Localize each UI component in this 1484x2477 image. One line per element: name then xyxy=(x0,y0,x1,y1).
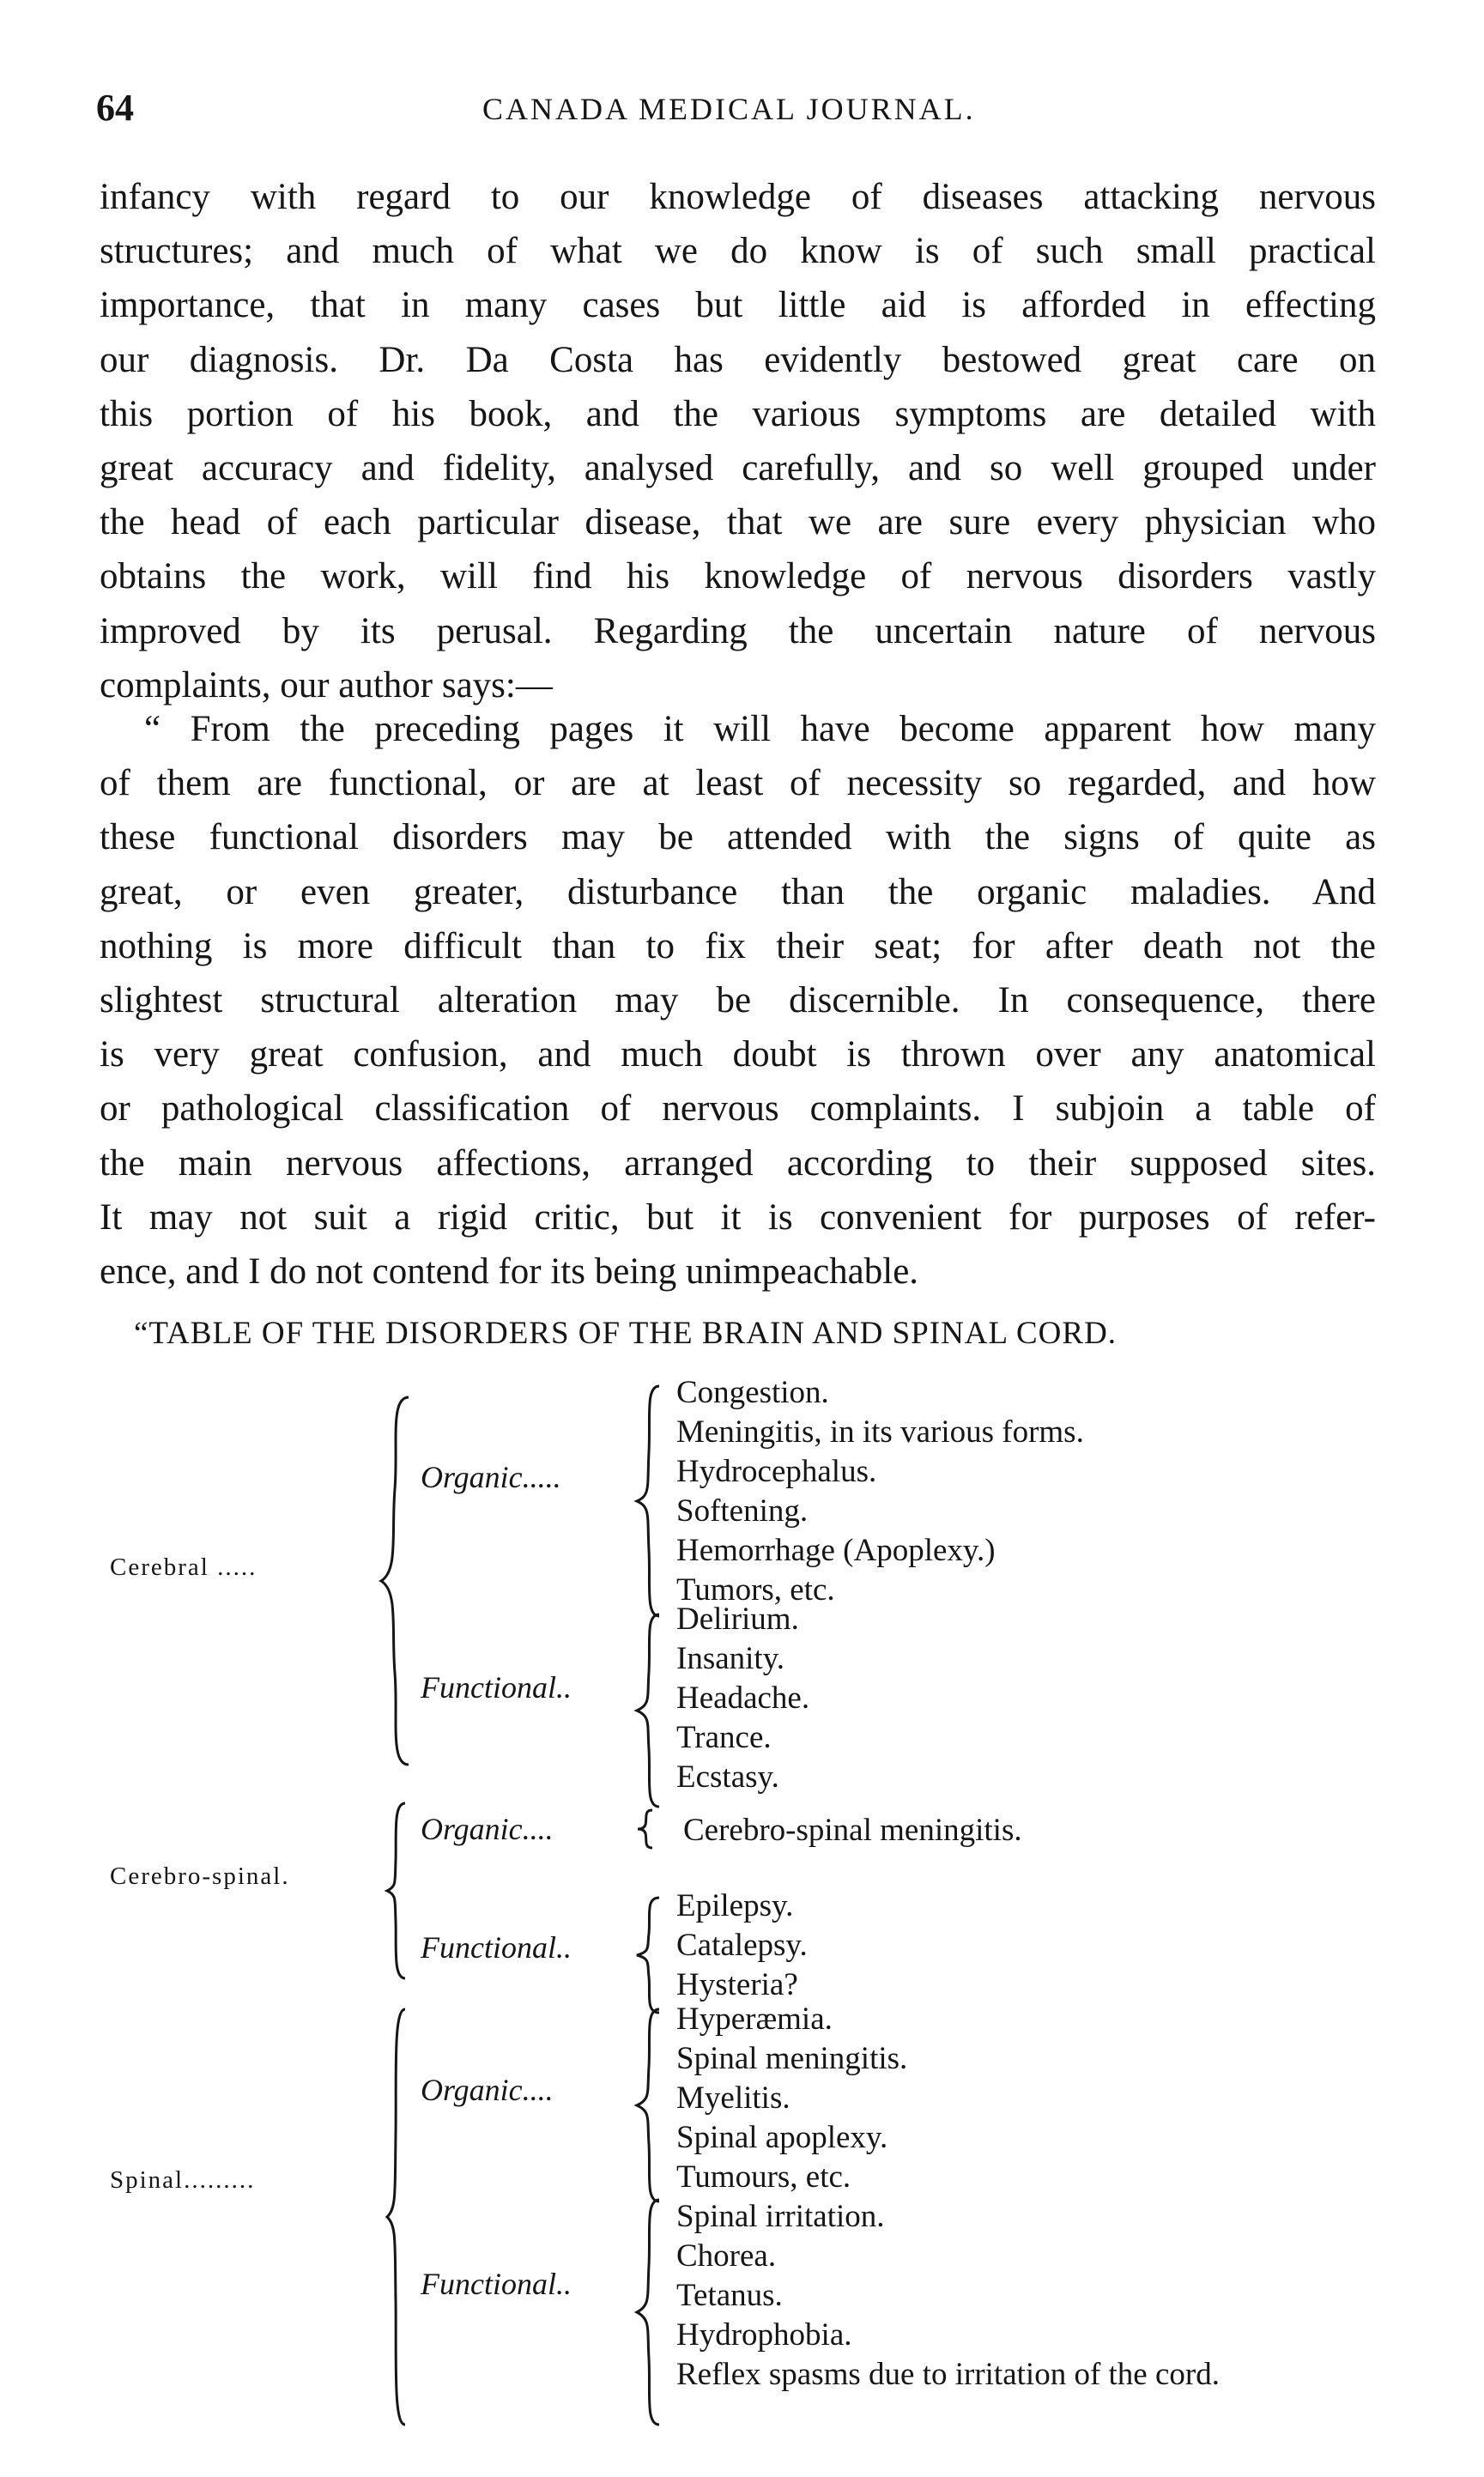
sub-label-organic: Organic..... xyxy=(421,1460,561,1494)
list-item: Hyperæmia. xyxy=(676,2002,833,2037)
list-item: Delirium. xyxy=(676,1602,799,1637)
paragraph-2-quote xyxy=(100,702,1376,1299)
text-line: nothing is more difficult than to fix their seat; for after death not the xyxy=(100,925,1376,966)
page-header xyxy=(96,86,1384,137)
text-line: great accuracy and fidelity, analysed carefully, and so well grouped under xyxy=(100,448,1376,489)
text-line: the main nervous affections, arranged according to their supposed sites. xyxy=(100,1142,1376,1184)
list-item: Catalepsy. xyxy=(676,1928,808,1963)
brace-cerebral-organic xyxy=(633,1384,664,1620)
text-line: this portion of his book, and the various symptoms are detailed with xyxy=(100,393,1376,434)
list-item: Spinal irritation. xyxy=(676,2199,885,2234)
list-item: Tetanus. xyxy=(676,2278,783,2313)
sub-label-functional: Functional.. xyxy=(421,1930,572,1965)
list-cerebral-organic xyxy=(676,1373,1084,1610)
text-line: improved by its perusal. Regarding the uncertain nature of nervous xyxy=(100,610,1376,651)
text-line: our diagnosis. Dr. Da Costa has evidently bestowed great care on xyxy=(100,339,1376,380)
text-line: slightest structural alteration may be discernible. In consequence, there xyxy=(100,980,1376,1021)
sub-label-functional: Functional.. xyxy=(421,1670,572,1705)
text-line: is very great confusion, and much doubt is thrown over any anatomical xyxy=(100,1034,1376,1075)
list-item: Trance. xyxy=(676,1720,772,1755)
list-item: Insanity. xyxy=(676,1641,785,1676)
group-label-cerebral: Cerebral ..... xyxy=(110,1553,257,1581)
text-line: structures; and much of what we do know is of such small practical xyxy=(100,231,1376,272)
text-line: infancy with regard to our knowledge of diseases attacking nervous xyxy=(100,177,1376,217)
text-line: great, or even greater, disturbance than the organic maladies. And xyxy=(100,871,1376,912)
text-line: these functional disorders may be attended with the signs of quite as xyxy=(100,817,1376,858)
brace-spinal-organic xyxy=(633,2007,664,2204)
list-item: Hydrophobia. xyxy=(676,2317,852,2353)
text-line: or pathological classification of nervous complaints. I subjoin a table of xyxy=(100,1088,1376,1129)
list-cerebro-spinal-organic xyxy=(683,1811,1022,1850)
list-item: Meningitis, in its various forms. xyxy=(676,1414,1084,1450)
brace-cerebral-functional xyxy=(633,1612,664,1809)
list-item: Softening. xyxy=(676,1493,809,1529)
text-line: “ From the preceding pages it will have become apparent how many xyxy=(144,709,1376,749)
page-number: 64 xyxy=(96,87,134,129)
list-item: Hemorrhage (Apoplexy.) xyxy=(676,1533,996,1568)
list-item: Tumors, etc. xyxy=(676,1572,835,1608)
brace-cerebro-spinal-functional xyxy=(633,1895,664,2015)
list-spinal-functional xyxy=(676,2197,1220,2395)
text-line: the head of each particular disease, that we are sure every physician who xyxy=(100,502,1376,543)
list-item: Congestion. xyxy=(676,1375,829,1410)
paragraph-1 xyxy=(100,170,1376,712)
table-title: “TABLE OF THE DISORDERS OF THE BRAIN AND SPINAL CORD. xyxy=(134,1316,1118,1351)
brace-cerebro-spinal xyxy=(385,1801,410,1981)
sub-label-functional: Functional.. xyxy=(421,2267,572,2301)
text-line: It may not suit a rigid critic, but it is convenient for purposes of refer- xyxy=(100,1196,1376,1238)
list-item: Cerebro-spinal meningitis. xyxy=(683,1813,1022,1848)
text-line: of them are functional, or are at least of necessity so regarded, and how xyxy=(100,763,1376,804)
group-label-cerebro-spinal: Cerebro-spinal. xyxy=(110,1862,290,1890)
brace-spinal-functional xyxy=(633,2197,664,2427)
list-item: Epilepsy. xyxy=(676,1888,794,1923)
list-item: Ecstasy. xyxy=(676,1759,779,1795)
list-item: Spinal meningitis. xyxy=(676,2041,908,2076)
list-item: Chorea. xyxy=(676,2238,777,2274)
brace-spinal xyxy=(385,2007,410,2427)
list-item: Reflex spasms due to irritation of the cord. xyxy=(676,2357,1220,2392)
list-spinal-organic xyxy=(676,2000,907,2197)
list-item: Spinal apoplexy. xyxy=(676,2120,888,2155)
list-item: Headache. xyxy=(676,1681,810,1716)
sub-label-organic: Organic.... xyxy=(421,1812,554,1846)
list-item: Myelitis. xyxy=(676,2080,790,2116)
text-line: complaints, our author says:— xyxy=(100,664,553,706)
group-label-spinal: Spinal......... xyxy=(110,2166,256,2194)
brace-cerebro-spinal-organic xyxy=(635,1808,657,1850)
list-item: Hydrocephalus. xyxy=(676,1454,877,1489)
list-item: Hysteria? xyxy=(676,1967,798,2002)
brace-cerebral xyxy=(378,1395,417,1768)
list-cerebro-spinal-functional xyxy=(676,1887,808,2005)
text-line: ence, and I do not contend for its being unimpeachable. xyxy=(100,1251,919,1293)
list-item: Tumours, etc. xyxy=(676,2159,851,2195)
list-cerebral-functional xyxy=(676,1600,809,1797)
text-line: obtains the work, will find his knowledge of nervous disorders vastly xyxy=(100,556,1376,597)
sub-label-organic: Organic.... xyxy=(421,2073,554,2107)
text-line: importance, that in many cases but little aid is afforded in effecting xyxy=(100,285,1376,326)
journal-title: CANADA MEDICAL JOURNAL. xyxy=(482,92,976,126)
